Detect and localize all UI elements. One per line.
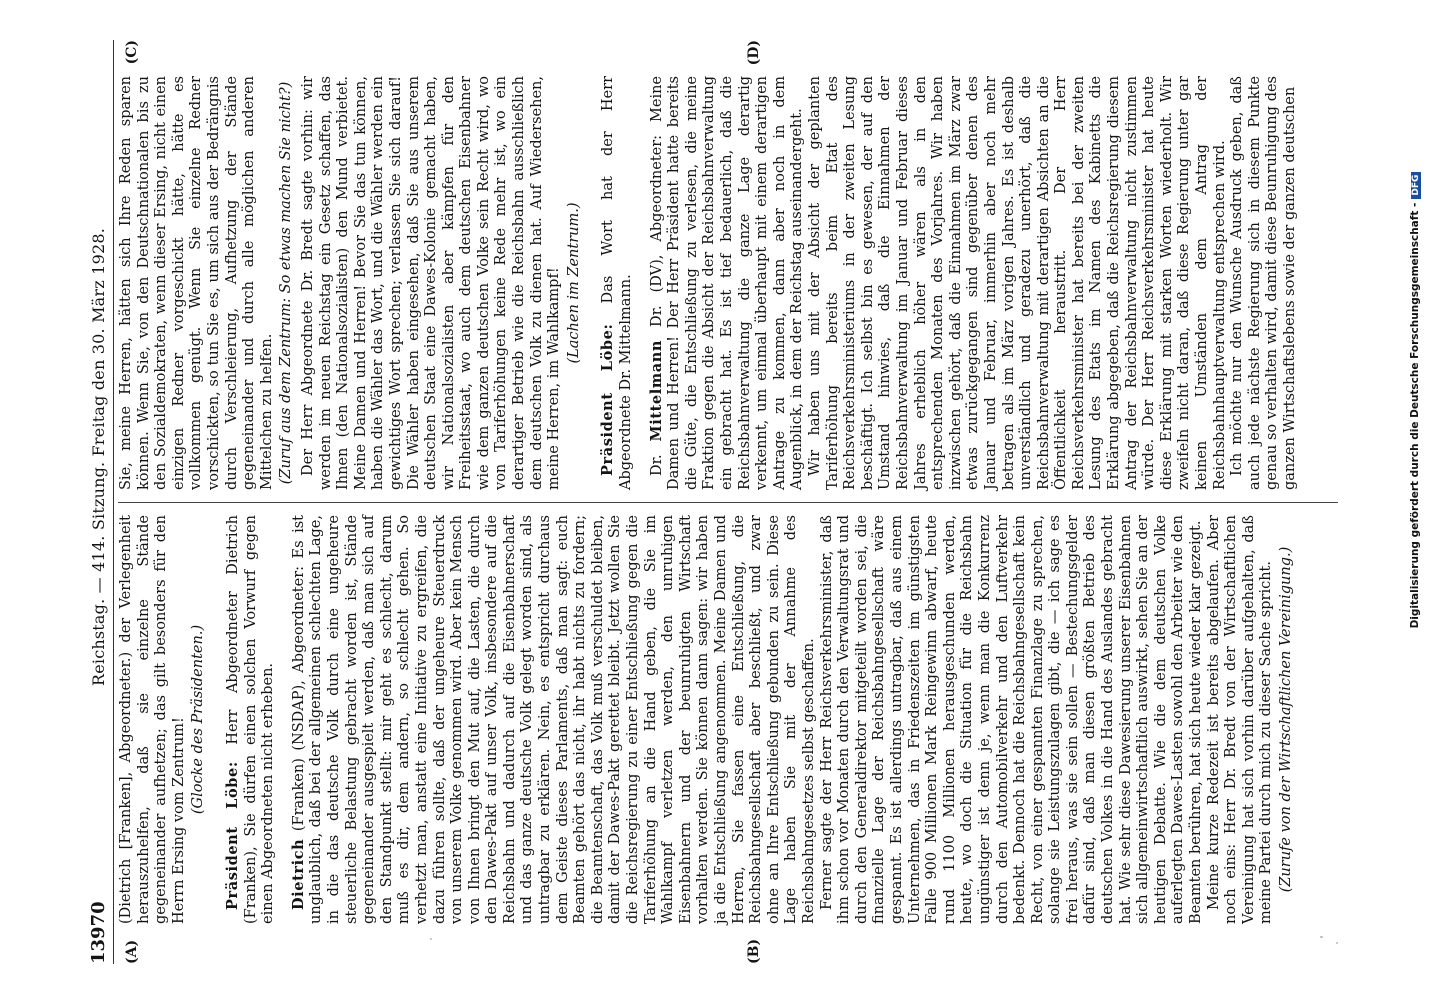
paragraph: Ferner sagte der Herr Reichsverkehrsminister, daß ihm schon vor Monaten durch den Verwaltungsrat und durch den Generaldirektor mitgeteilt worden sei, die finanzielle Lage der Reichsbahngesellschaft wäre gespannt. Es ist allerdings untragbar, daß aus einem Unternehmen, das in Friedenszeiten im günstigsten Falle 900 Millionen Mark Reingewinn abwarf, heute rund 1100 Millionen herausgeschunden werden, heute, wo doch die Situation für die Reichsbahn ungünstiger ist denn je, wenn man die Konkurrenz durch den Automobilverkehr und den Luftverkehr bedenkt. Dennoch hat die Reichsbahngesellschaft kein Recht, von einer gespannten Finanzlage zu sprechen, solange sie Leistungszulagen gibt, die — ich sage es frei heraus, was sie sein sollen — Bestechungsgelder dafür sind, daß man diesen größten Betrieb des deutschen Volkes in die Hand des Auslandes gebracht hat. Wie sehr diese Dawesierung unserer Eisenbahnen sich allgemeinwirtschaftlich auswirkt, sehen Sie an der heutigen Debatte. Wie die dem deutschen Volke auferlegten Dawes-Lasten sowohl den Arbeiter wie den Beamten berühren, hat sich heute wieder klar gezeigt. xyxy=(818,515,1205,924)
margin-marker-b: (B) xyxy=(746,938,762,964)
rotated-document-page xyxy=(85,30,1345,970)
stage-direction: (Zuruf aus dem Zentrum: So etwas machen Sie nicht?) xyxy=(278,81,295,485)
speaker-name: Präsident Löbe: xyxy=(599,323,617,476)
margin-marker-a: (A) xyxy=(124,939,140,964)
credit-text: Digitalisierung gefördert durch die Deutsche Forschungsgemeinschaft - xyxy=(1409,202,1421,629)
speech-text: Herr Abgeordneter Dietrich (Franken), Sie dürfen einen solchen Vorwurf gegen einen Abgeordneten nicht erheben. xyxy=(224,514,277,924)
stage-direction: (Glocke des Präsidenten.) xyxy=(190,624,207,815)
paragraph: Meine kurze Redezeit ist bereits abgelaufen. Aber noch eins: Herr Dr. Bredt von der Wirtschaftlichen Vereinigung hat sich vorhin darüber aufgehalten, daß meine Partei durch mich zu dieser Sache spricht. xyxy=(1205,515,1275,924)
paragraph xyxy=(290,515,819,924)
dfg-logo: DFG xyxy=(1411,172,1421,199)
margin-marker-d: (D) xyxy=(746,40,762,66)
stage-direction: (Lachen im Zentrum.) xyxy=(565,202,582,364)
paragraph xyxy=(648,76,807,490)
speech-text: Dr. (DV), Abgeordneter: Meine Damen und Herren! Der Herr Präsident hatte bereits die Güte, die Entschließung zu verlesen, die meine Fraktion gegen die Absicht der Reichsbahnverwaltung ein gebracht hat. Es ist tief bedauerlich, daß die Reichsbahnverwaltung die ganze Lage derartig verkennt, um einmal überhaupt mit einem derartigen Antrage zu kommen, dann aber noch in dem Augenblick, in dem der Reichstag auseinandergeht. xyxy=(648,75,806,490)
speech-prefix: Dr. xyxy=(648,441,665,476)
paragraph: Ich möchte nur den Wunsche Ausdruck geben, daß auch jede nächste Regierung sich in diesem Punkte genau so verhalten wird, damit diese Beunruhigung des ganzen Wirtschaftslebens sowie der ganzen deutschen xyxy=(1229,76,1298,490)
page-number: 13970 xyxy=(88,901,109,964)
paragraph: (Dietrich [Franken], Abgeordneter.) der Verlegenheit herauszuhelfen, daß sie einzelne Stände gegeneinander aufhetzen; das gilt besonders für den Herrn Ersing vom Zentrum! xyxy=(118,515,187,924)
speaker-name: Präsident Löbe: xyxy=(223,761,241,910)
speaker-name: Mittelmann xyxy=(647,339,665,442)
paragraph xyxy=(224,515,278,924)
speech-text: (Franken) (NSDAP), Abgeordneter: Es ist unglaublich, daß bei der allgemeinen schlechten Lage, in die das deutsche Volk durch eine ungeheure steuerliche Belastung gebracht worden ist, Stände gegeneinander ausgespielt werden, daß man sich auf den Standpunkt stellt: mir geht es schlecht, darum muß es dir, dem andern, so schlecht gehen. So verhetzt man, anstatt eine Initiative zu ergreifen, die dazu führen sollte, daß der ungeheure Steuerdruck von unserem Volke genommen wird. Aber kein Mensch von Ihnen bringt den Mut auf, die Lasten, die durch den Dawes-Pakt auf unser Volk, insbesondere auf die Reichsbahn und dadurch auf die Eisenbahnerschaft und das ganze deutsche Volk gelegt worden sind, als untragbar zu erklären. Nein, es entspricht durchaus dem Geiste dieses Parlaments, daß man sagt: euch Beamten gehört das nicht, ihr habt nichts zu fordern; die Beamtenschaft, das Volk muß verschuldet bleiben, damit der Dawes-Pakt gerettet bleibt. Jetzt wollen Sie die Reichsregierung zu einer Entschließung gegen die Tariferhöhung an die Hand geben, die Sie im Wahlkampf verletzen werden, den unruhigen Eisenbahnern und der beunruhigten Wirtschaft vorhalten werden. Sie können dann sagen: wir haben ja die Entschließung angenommen. Meine Damen und Herren, Sie fassen eine Entschließung, die Reichsbahngesellschaft aber beschließt, und zwar ohne an Ihre Entschließung gebunden zu sein. Diese Lage haben Sie mit der Annahme des Reichsbahngesetzes selbst geschaffen. xyxy=(290,515,817,924)
running-head: Reichstag. — 414. Sitzung. Freitag den 30. März 1928. xyxy=(89,228,108,687)
scan-speck xyxy=(430,938,432,940)
speech-text: Das Wort hat der Herr Abgeordnete Dr. Mittelmann. xyxy=(600,76,635,490)
stage-direction: (Zurufe von der Wirtschaftlichen Vereinigung.) xyxy=(1278,546,1294,893)
text-columns xyxy=(118,40,1338,964)
scan-speck xyxy=(1336,942,1338,944)
paragraph: Wir haben uns mit der Absicht der geplanten Tariferhöhung bereits beim Etat des Reichsverkehrsministeriums in der zweiten Lesung beschäftigt. Ich selbst bin es gewesen, der auf den Umstand hinwies, daß die Einnahmen der Reichsbahnverwaltung im Januar und Februar dieses Jahres erheblich höher wären als in den entsprechenden Monaten des Vorjahres. Wir haben inzwischen gehört, daß die Einnahmen im März zwar etwas zurückgegangen sind gegenüber denen des Januar und Februar, immerhin aber noch mehr betragen als im März vorigen Jahres. Es ist deshalb unverständlich und geradezu unerhört, daß die Reichsbahnverwaltung mit derartigen Absichten an die Öffentlichkeit heraustritt. Der Herr Reichsverkehrsminister hat bereits bei der zweiten Lesung des Etats im Namen des Kabinetts die Erklärung abgegeben, daß die Reichsregierung diesem Antrag der Reichsbahnverwaltung nicht zustimmen würde. Der Herr Reichsverkehrsminister hat heute diese Erklärung mit starken Worten wiederholt. Wir zweifeln nicht daran, daß diese Regierung unter gar keinen Umständen dem Antrag der Reichsbahnhauptverwaltung entsprechen wird. xyxy=(806,76,1228,490)
scan-speck xyxy=(1320,936,1323,938)
right-column xyxy=(118,40,1338,502)
left-column xyxy=(118,502,1338,964)
page-header xyxy=(89,40,114,964)
paragraph xyxy=(599,76,635,490)
paragraph: Der Herr Abgeordnete Dr. Bredt sagte vorhin: wir werden im neuen Reichstag ein Gesetz schaffen, das Ihnen (den Nationalsozialisten) den Mund verbietet. Meine Damen und Herren! Bevor Sie das tun können, haben die Wähler das Wort, und die Wähler werden ein gewichtiges Wort sprechen; verlassen Sie sich darauf! Die Wähler haben eingesehen, daß Sie aus unserem deutschen Staat eine Dawes-Kolonie gemacht haben, wir Nationalsozialisten aber kämpfen für den Freiheitsstaat, wo auch dem deutschen Eisenbahner wie dem ganzen deutschen Volke sein Recht wird, wo von Tariferhöhungen keine Rede mehr ist, wo ein derartiger Betrieb wie die Reichsbahn ausschließlich dem deutschen Volk zu dienen hat. Auf Wiedersehen, meine Herren, im Wahlkampf! xyxy=(299,76,563,490)
margin-marker-c: (C) xyxy=(124,40,140,65)
paragraph: Sie, meine Herren, hätten sich Ihre Reden sparen können. Wenn Sie, von den Deutschnationalen bis zu den Sozialdemokraten, wenn dieser Ersing, nicht einen einzigen Redner vorgeschickt hätte, hätte es vollkommen genügt. Wenn Sie einzelne Redner vorschickten, so tun Sie es, um sich aus der Bedrängnis durch Verschleierung, Aufhetzung der Stände gegeneinander und durch alle möglichen anderen Mittelchen zu helfen. xyxy=(118,76,275,490)
digitization-credit xyxy=(1409,0,1423,840)
speaker-name: Dietrich xyxy=(289,838,307,910)
